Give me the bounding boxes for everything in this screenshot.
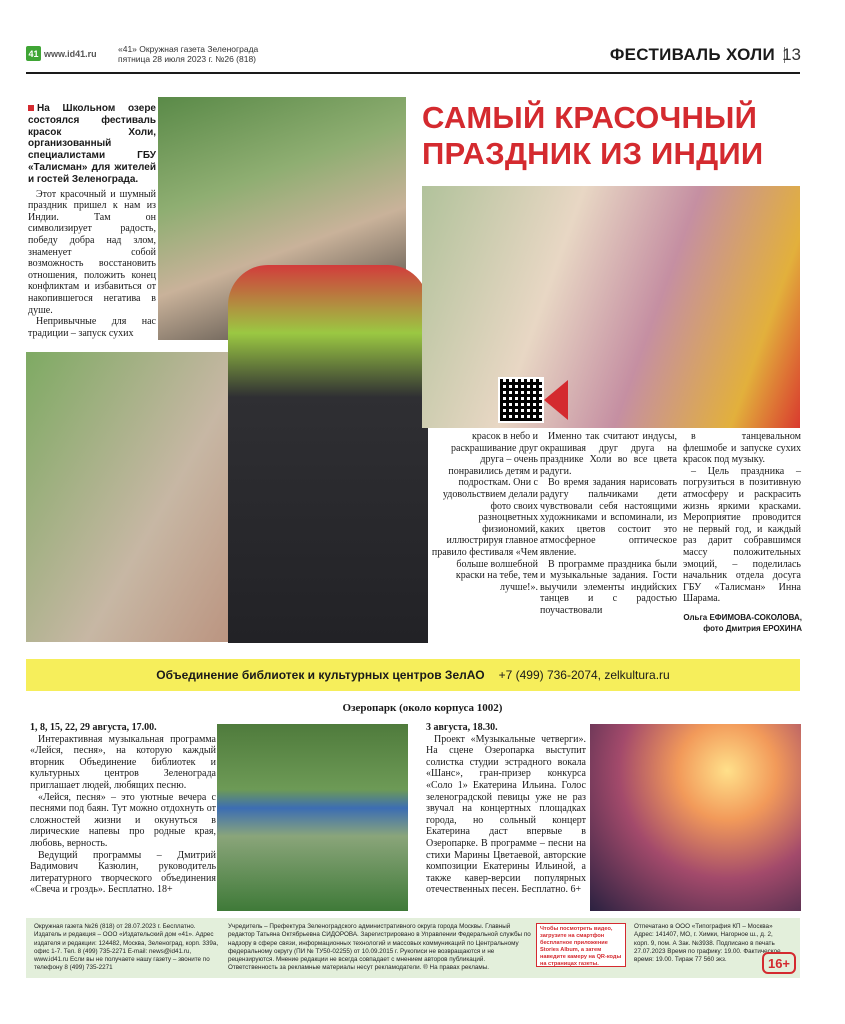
imprint-founder: Учредитель – Префектура Зеленоградского административного округа города Москвы. Главный редактор Татьяна Октябрьевна СИДОРОВА. Зарегистрировано в Управлении Федеральной службы по надзору в сфере связи, информационных технологий и массовых коммуникаций по Центральному федеральному округу (ПИ № ТУ50-02255) от 10.09.2015 г. Рукописи не возвращаются и не рецензируются. Мнение редакции не всегда совпадает с мнением авторов публикаций. Ответственность за рекламные материалы несут рекламодатели. ® На правах рекламы. [228,923,531,972]
paragraph: красок в небо и раскрашивание друг друга – очень понравились детям и подросткам. Они с удовольствием делали фото своих разноцветных физиономий, иллюстрируя главное правило фестиваля «Чем больше волшебной краски на тебе, тем лучше!». [431,431,538,593]
event-2 [426,722,586,896]
article-column-2 [430,431,538,593]
app-promo: Чтобы посмотреть видео, загрузите на смартфон бесплатное приложение Stories Album, а затем наведите камеру на QR-коды на страницах газеты. [536,923,626,967]
photo-children-with-paints [422,186,800,428]
event-date: 1, 8, 15, 22, 29 августа, 17.00. [30,722,157,733]
banner-contacts[interactable]: +7 (499) 736-2074, zelkultura.ru [498,668,670,682]
paragraph: в танцевальном флешмобе и запуске сухих красок под музыку. [683,431,801,466]
imprint-footer [26,918,800,978]
qr-code-icon[interactable] [498,377,544,423]
organizer-banner [26,659,800,691]
paragraph: Проект «Музыкальные четверги». На сцене Озеропарка выступит солистка студии эстрадного вокала «Шанс», гран-призер конкурса «Соло 1» Екатерина Ильина. Голос зеленоградской певицы уже не раз звучал на концертных площадках города, но сольный концерт Екатерина даст впервые в Озеропарке. В программе – песни на стихи Марины Цветаевой, авторские композиции Екатерины Ильиной, а также кавер-версии популярных отечественных песен. Бесплатно. 6+ [426,733,586,896]
photo-singer-on-stage [590,724,801,911]
banner-org-name: Объединение библиотек и культурных центров ЗелАО [156,668,485,682]
lead-body [28,189,156,340]
paragraph: – Цель праздника – погрузиться в позитивную атмосферу и раскрасить жизнь яркими красками. Мероприятие проводится не первый год, и каждый раз дарит собравшимся массу положительных эмоций, – поделилась начальник отдела досуга ГБУ «Талисман» Инна Шарама. [683,465,801,605]
arrow-left-icon [544,380,568,420]
paragraph: Этот красочный и шумный праздник пришел к нам из Индии. Там он символизирует радость, победу добра над злом, знаменует собой возможность восстановить отношения, положить конец конфликтам и избавиться от накопившегося негатива в душе. [28,188,156,316]
paper-name: «41» Окружная газета Зеленограда [118,44,259,54]
age-rating-badge: 16+ [762,952,796,974]
byline [660,612,802,634]
paragraph: Ведущий программы – Дмитрий Вадимович Казюлин, руководитель литературного творческого объединения «Свеча и гроздь». Бесплатно. 18+ [30,849,216,896]
photo-credit: фото Дмитрия ЕРОХИНА [703,624,802,633]
paragraph: Интерактивная музыкальная программа «Лейся, песня», на которую каждый вторник Объединение библиотек и культурных центров Зеленограда приглашает людей, любящих песню. [30,733,216,791]
paper-info [118,44,258,64]
article-column-4 [683,431,801,605]
venue-title: Озеропарк (около корпуса 1002) [342,702,503,714]
photo-girl-painted-face [228,265,428,643]
imprint-publisher: Окружная газета №26 (818) от 28.07.2023 г. Бесплатно. Издатель и редакция – ООО «Издательский дом «41». Адрес издателя и редакции: 124482, Москва, Зеленоград, корп. 339а, офис 1-7. Тел. 8 (499) 735-2271 E-mail: news@id41.ru, www.id41.ru Если вы не получаете нашу газету – звоните по телефону 8 (499) 735-2271 [34,923,219,972]
article-headline: САМЫЙ КРАСОЧНЫЙ ПРАЗДНИК ИЗ ИНДИИ [422,100,764,171]
lead-column [28,103,156,339]
author: Ольга ЕФИМОВА-СОКОЛОВА, [683,613,802,622]
photo-park-concert [217,724,408,911]
event-1 [30,722,216,896]
lead-summary: На Школьном озере состоялся фестиваль красок Холи, организованный специалистами ГБУ «Талисман» для жителей и гостей Зеленограда. [28,103,156,185]
paragraph: Во время задания нарисовать радугу пальчиками дети чувствовали себя настоящими художниками и вспоминали, из каких цветов состоит это атмосферное оптическое явление. [540,477,677,558]
newspaper-logo: 41 [26,46,41,61]
article-column-3 [540,431,677,617]
issue-date: пятница 28 июля 2023 г. №26 (818) [118,54,257,64]
imprint-printing: Отпечатано в ООО «Типография КП – Москва» Адрес: 141407, МО, г. Химки, Нагорное ш., д. 2, корп. 9, пом. А Зак. №3938. Подписано в печать 27.07.2023 Время по графику: 19.00. Фактическое время: 19.00. Тираж 77 560 экз. [634,923,781,964]
event-date: 3 августа, 18.30. [426,722,498,733]
header-rule [26,72,800,74]
paragraph: В программе праздника были и музыкальные задания. Гости выучили элементы индийских танцев и с радостью поучаствовали [540,558,677,616]
section-title: ФЕСТИВАЛЬ ХОЛИ [609,45,775,64]
paragraph: Непривычные для нас традиции – запуск сухих [28,316,156,339]
paragraph: «Лейся, песня» – это уютные вечера с песнями под баян. Тут можно отдохнуть от сложностей жизни и окунуться в лирические напевы про родные края, любовь, верность. [30,791,216,849]
paragraph: Именно так считают индусы, окрашивая друг друга на празднике Холи во все цвета радуги. [540,431,677,477]
site-url[interactable]: www.id41.ru [44,49,97,59]
page-number: 13 [782,45,801,64]
